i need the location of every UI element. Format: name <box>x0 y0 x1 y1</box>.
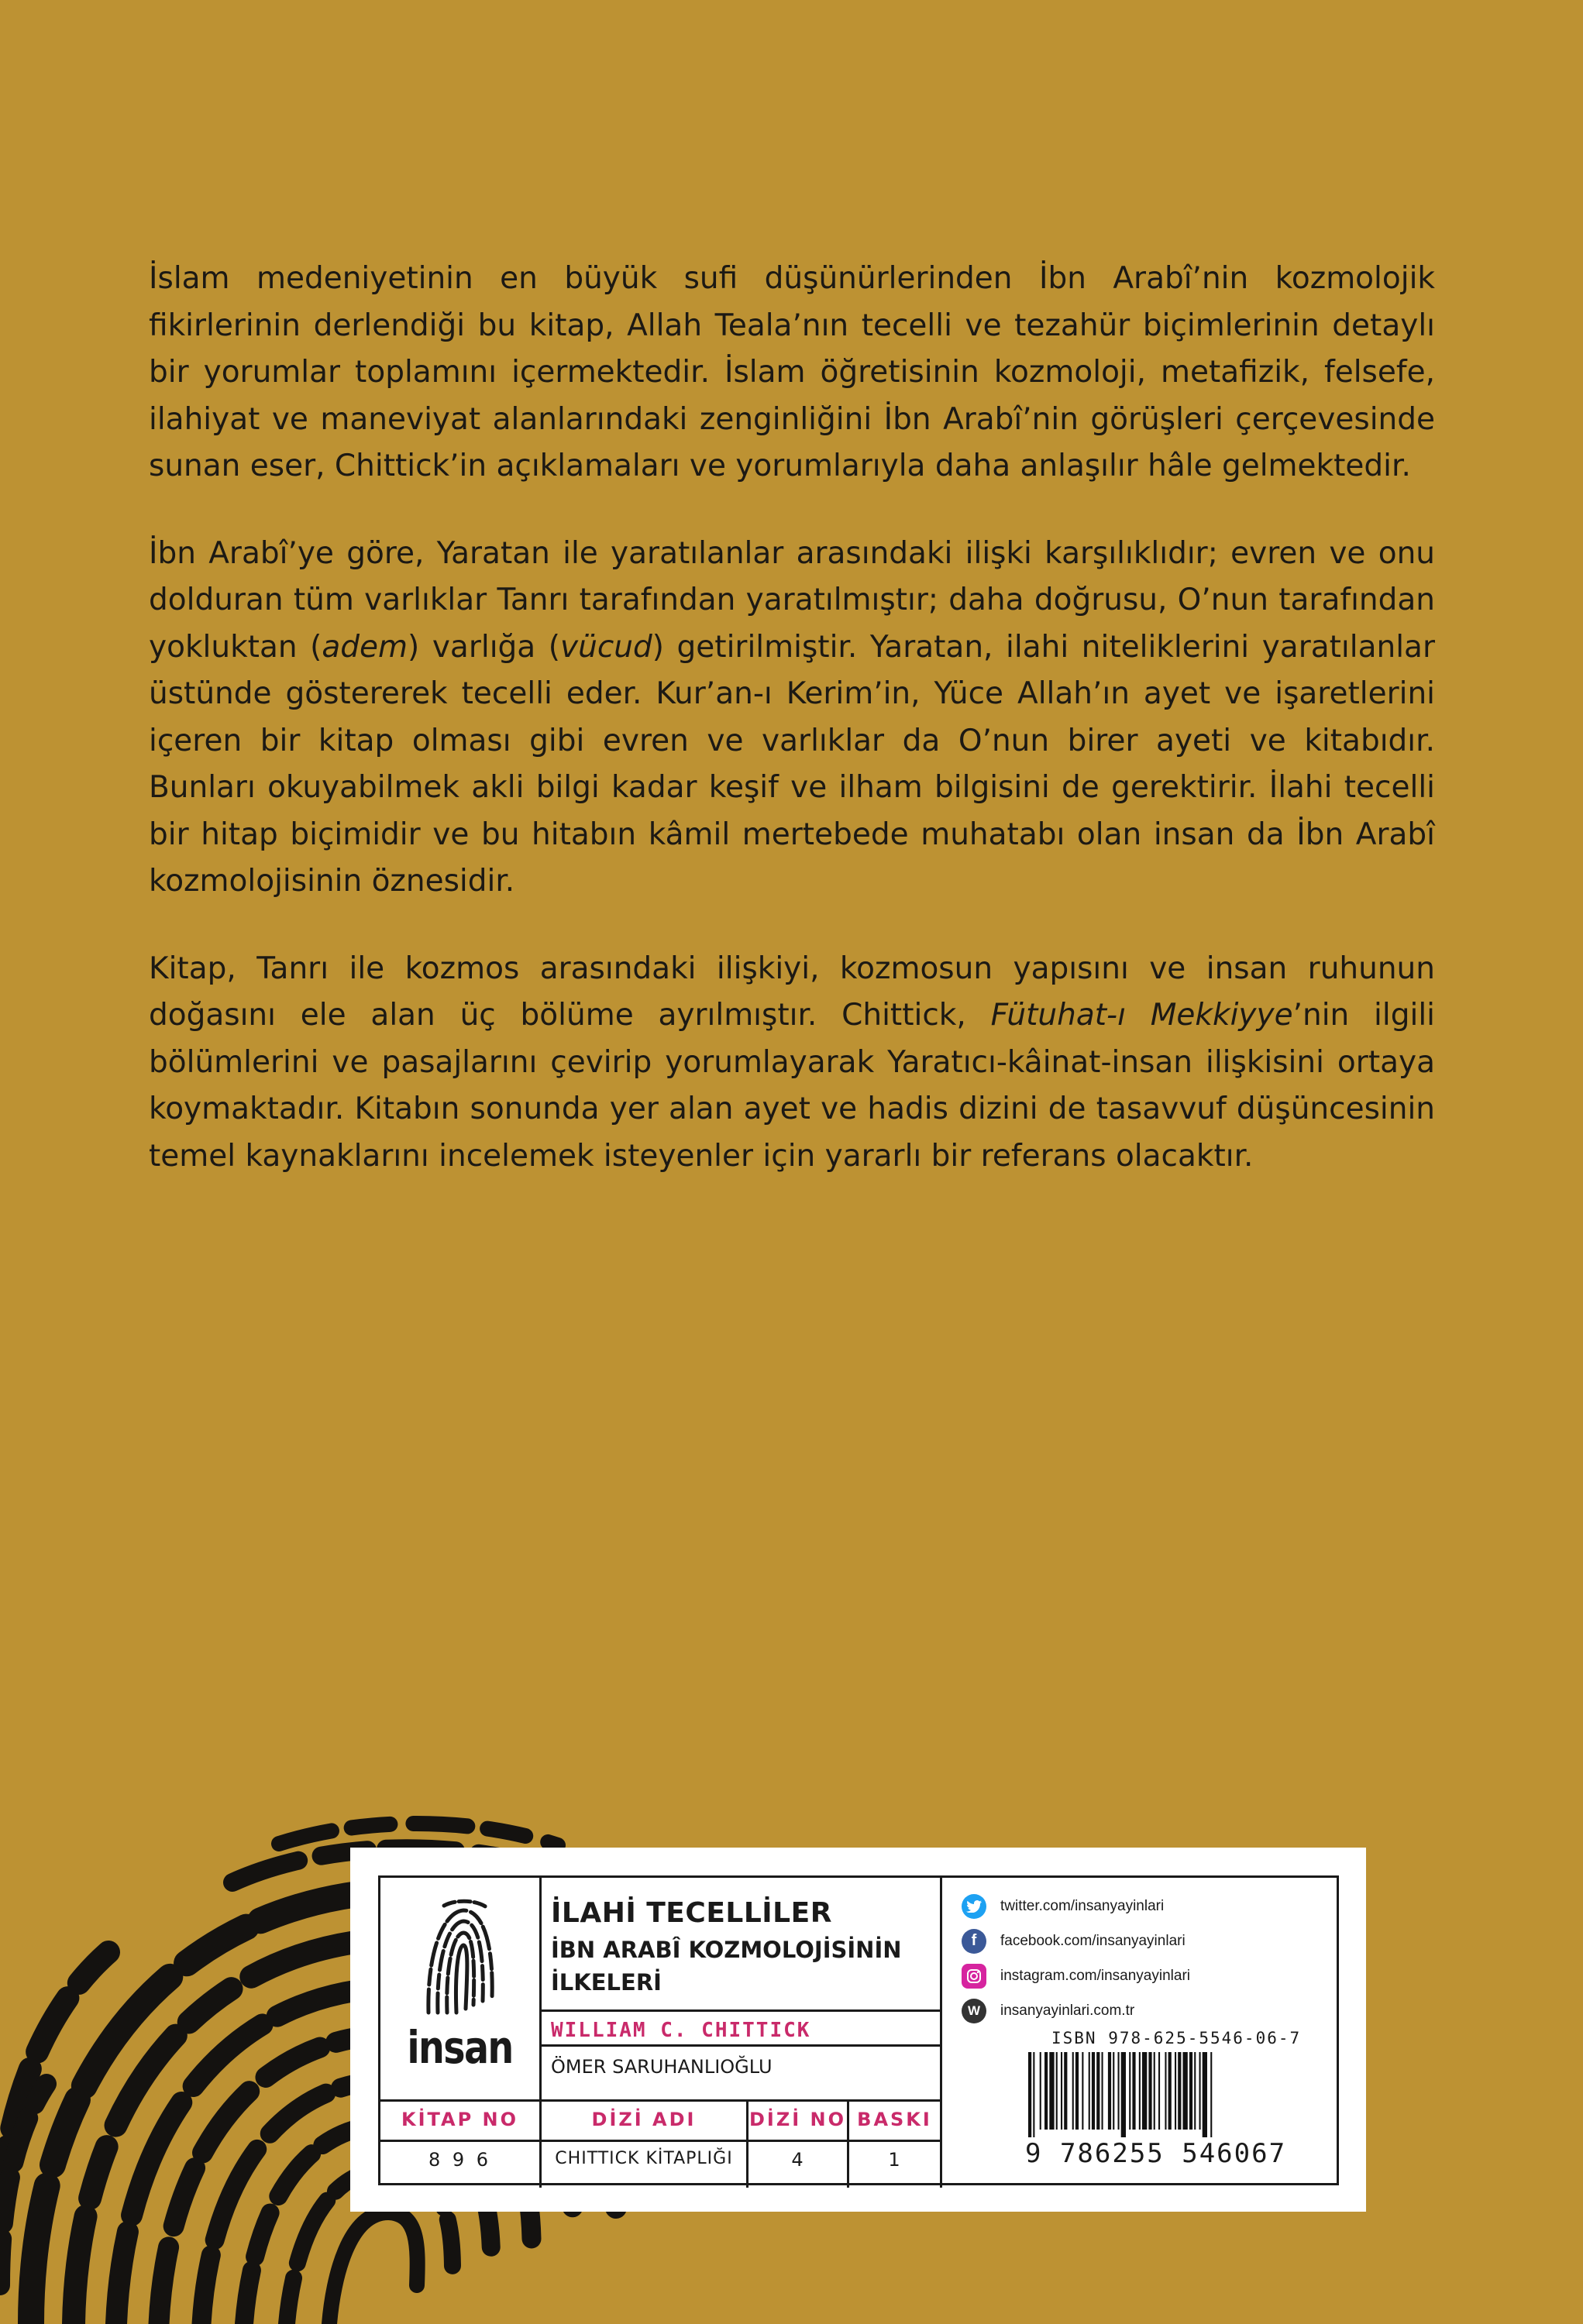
social-link-instagram[interactable] <box>962 1958 1334 1993</box>
value-baski: 1 <box>888 2149 901 2171</box>
blurb-paragraph-2-part-c: ) getirilmiştir. Yaratan, ilahi niteliklerini yaratılanlar üstünde göstererek tecelli eder. Kur’an-ı Kerim’in, Yüce Allah’ın ayet ve işaretlerini içeren bir kitap olması gibi evren ve varlıklar da O’nun birer ayeti ve kitabıdır. Bunları okuyabilmek akli bilgi kadar keşif ve ilham bilgisini de gerektirir. İlahi tecelli bir hitap biçimidir ve bu hitabın kâmil mertebede muhatabı olan insan da İbn Arabî kozmolojisinin öznesidir. <box>149 629 1435 899</box>
book-subtitle <box>551 1934 938 1999</box>
blurb-text <box>149 256 1435 1180</box>
blurb-paragraph-2 <box>149 531 1435 906</box>
blurb-paragraph-3-part-a: Kitap, Tanrı ile kozmos arasındaki ilişkiyi, kozmosun yapısını ve insan ruhunun doğasını ele alan üç bölüme ayrılmıştır. Chittick, <box>149 951 1435 1033</box>
book-subtitle-line-1: İBN ARABÎ KOZMOLOJİSİNİN <box>551 1937 902 1963</box>
twitter-icon <box>962 1894 986 1919</box>
blurb-paragraph-3-part-b: ’nin ilgili bölümlerini ve pasajlarını çevirip yorumlayarak Yaratıcı-kâinat-insan ilişkisini ortaya koymaktadır. Kitabın sonunda yer alan ayet ve hadis dizini de tasavvuf düşüncesinin temel kaynaklarını incelemek isteyenler için yararlı bir referans olacaktır. <box>149 998 1435 1174</box>
divider <box>940 1878 942 2188</box>
value-dizi-adi: CHITTICK KİTAPLIĞI <box>555 2149 733 2168</box>
social-links <box>962 1889 1334 2028</box>
header-baski: BASKI <box>857 2109 932 2130</box>
value-kitap-no: 8 9 6 <box>428 2149 492 2171</box>
publisher-logo <box>380 1878 539 2102</box>
twitter-link[interactable]: twitter.com/insanyayinlari <box>1000 1897 1165 1914</box>
header-kitap-no: KİTAP NO <box>401 2109 519 2130</box>
divider <box>539 2009 940 2012</box>
term-vucud: vücud <box>560 629 652 665</box>
facebook-icon: f <box>962 1929 986 1954</box>
label-table <box>378 1875 1339 2185</box>
divider <box>539 2044 940 2047</box>
web-icon: W <box>962 1999 986 2023</box>
social-link-website[interactable] <box>962 1993 1334 2028</box>
book-info-label <box>350 1848 1366 2212</box>
fingerprint-logo-icon <box>421 1896 498 2020</box>
header-dizi-no: DİZİ NO <box>748 2109 847 2130</box>
translator-name: ÖMER SARUHANLIOĞLU <box>551 2056 773 2078</box>
header-dizi-adi: DİZİ ADI <box>591 2109 697 2130</box>
isbn-number: ISBN 978-625-5546-06-7 <box>1051 2029 1302 2047</box>
barcode <box>1025 2052 1304 2137</box>
book-subtitle-line-2: İLKELERİ <box>551 1969 662 1996</box>
blurb-paragraph-3 <box>149 946 1435 1181</box>
title-block <box>551 1896 938 1999</box>
instagram-icon <box>962 1964 986 1989</box>
blurb-paragraph-1: İslam medeniyetinin en büyük sufi düşünürlerinden İbn Arabî’nin kozmolojik fikirlerinin derlendiği bu kitap, Allah Teala’nın tecelli ve tezahür biçimlerinin detaylı bir yorumlar toplamını içermektedir. İslam öğretisinin kozmoloji, metafizik, felsefe, ilahiyat ve maneviyat alanlarındaki zenginliğini İbn Arabî’nin görüşleri çerçevesinde sunan eser, Chittick’in açıklamaları ve yorumlarıyla daha anlaşılır hâle gelmektedir. <box>149 261 1435 483</box>
social-link-facebook[interactable] <box>962 1923 1334 1958</box>
author-name: WILLIAM C. CHITTICK <box>551 2019 811 2042</box>
book-title-futuhat: Fütuhat-ı Mekkiyye <box>990 998 1293 1033</box>
barcode-digits: 9 786255 546067 <box>1025 2138 1287 2169</box>
social-link-twitter[interactable] <box>962 1889 1334 1923</box>
value-dizi-no: 4 <box>791 2149 804 2171</box>
book-title: İLAHİ TECELLİLER <box>551 1897 832 1929</box>
facebook-link[interactable]: facebook.com/insanyayinlari <box>1000 1932 1186 1949</box>
divider <box>380 2140 940 2142</box>
term-adem: adem <box>322 629 408 665</box>
website-link[interactable]: insanyayinlari.com.tr <box>1000 2002 1135 2019</box>
blurb-paragraph-2-part-b: ) varlığa ( <box>408 629 561 665</box>
blurb-paragraph-2-part-a: İbn Arabî’ye göre, Yaratan ile yaratılanlar arasındaki ilişki karşılıklıdır; evren ve onu dolduran tüm varlıklar Tanrı tarafından yaratılmıştır; daha doğrusu, O’nun tarafından yokluktan ( <box>149 535 1435 665</box>
publisher-name: insan <box>407 2021 513 2074</box>
instagram-link[interactable]: instagram.com/insanyayinlari <box>1000 1967 1190 1984</box>
